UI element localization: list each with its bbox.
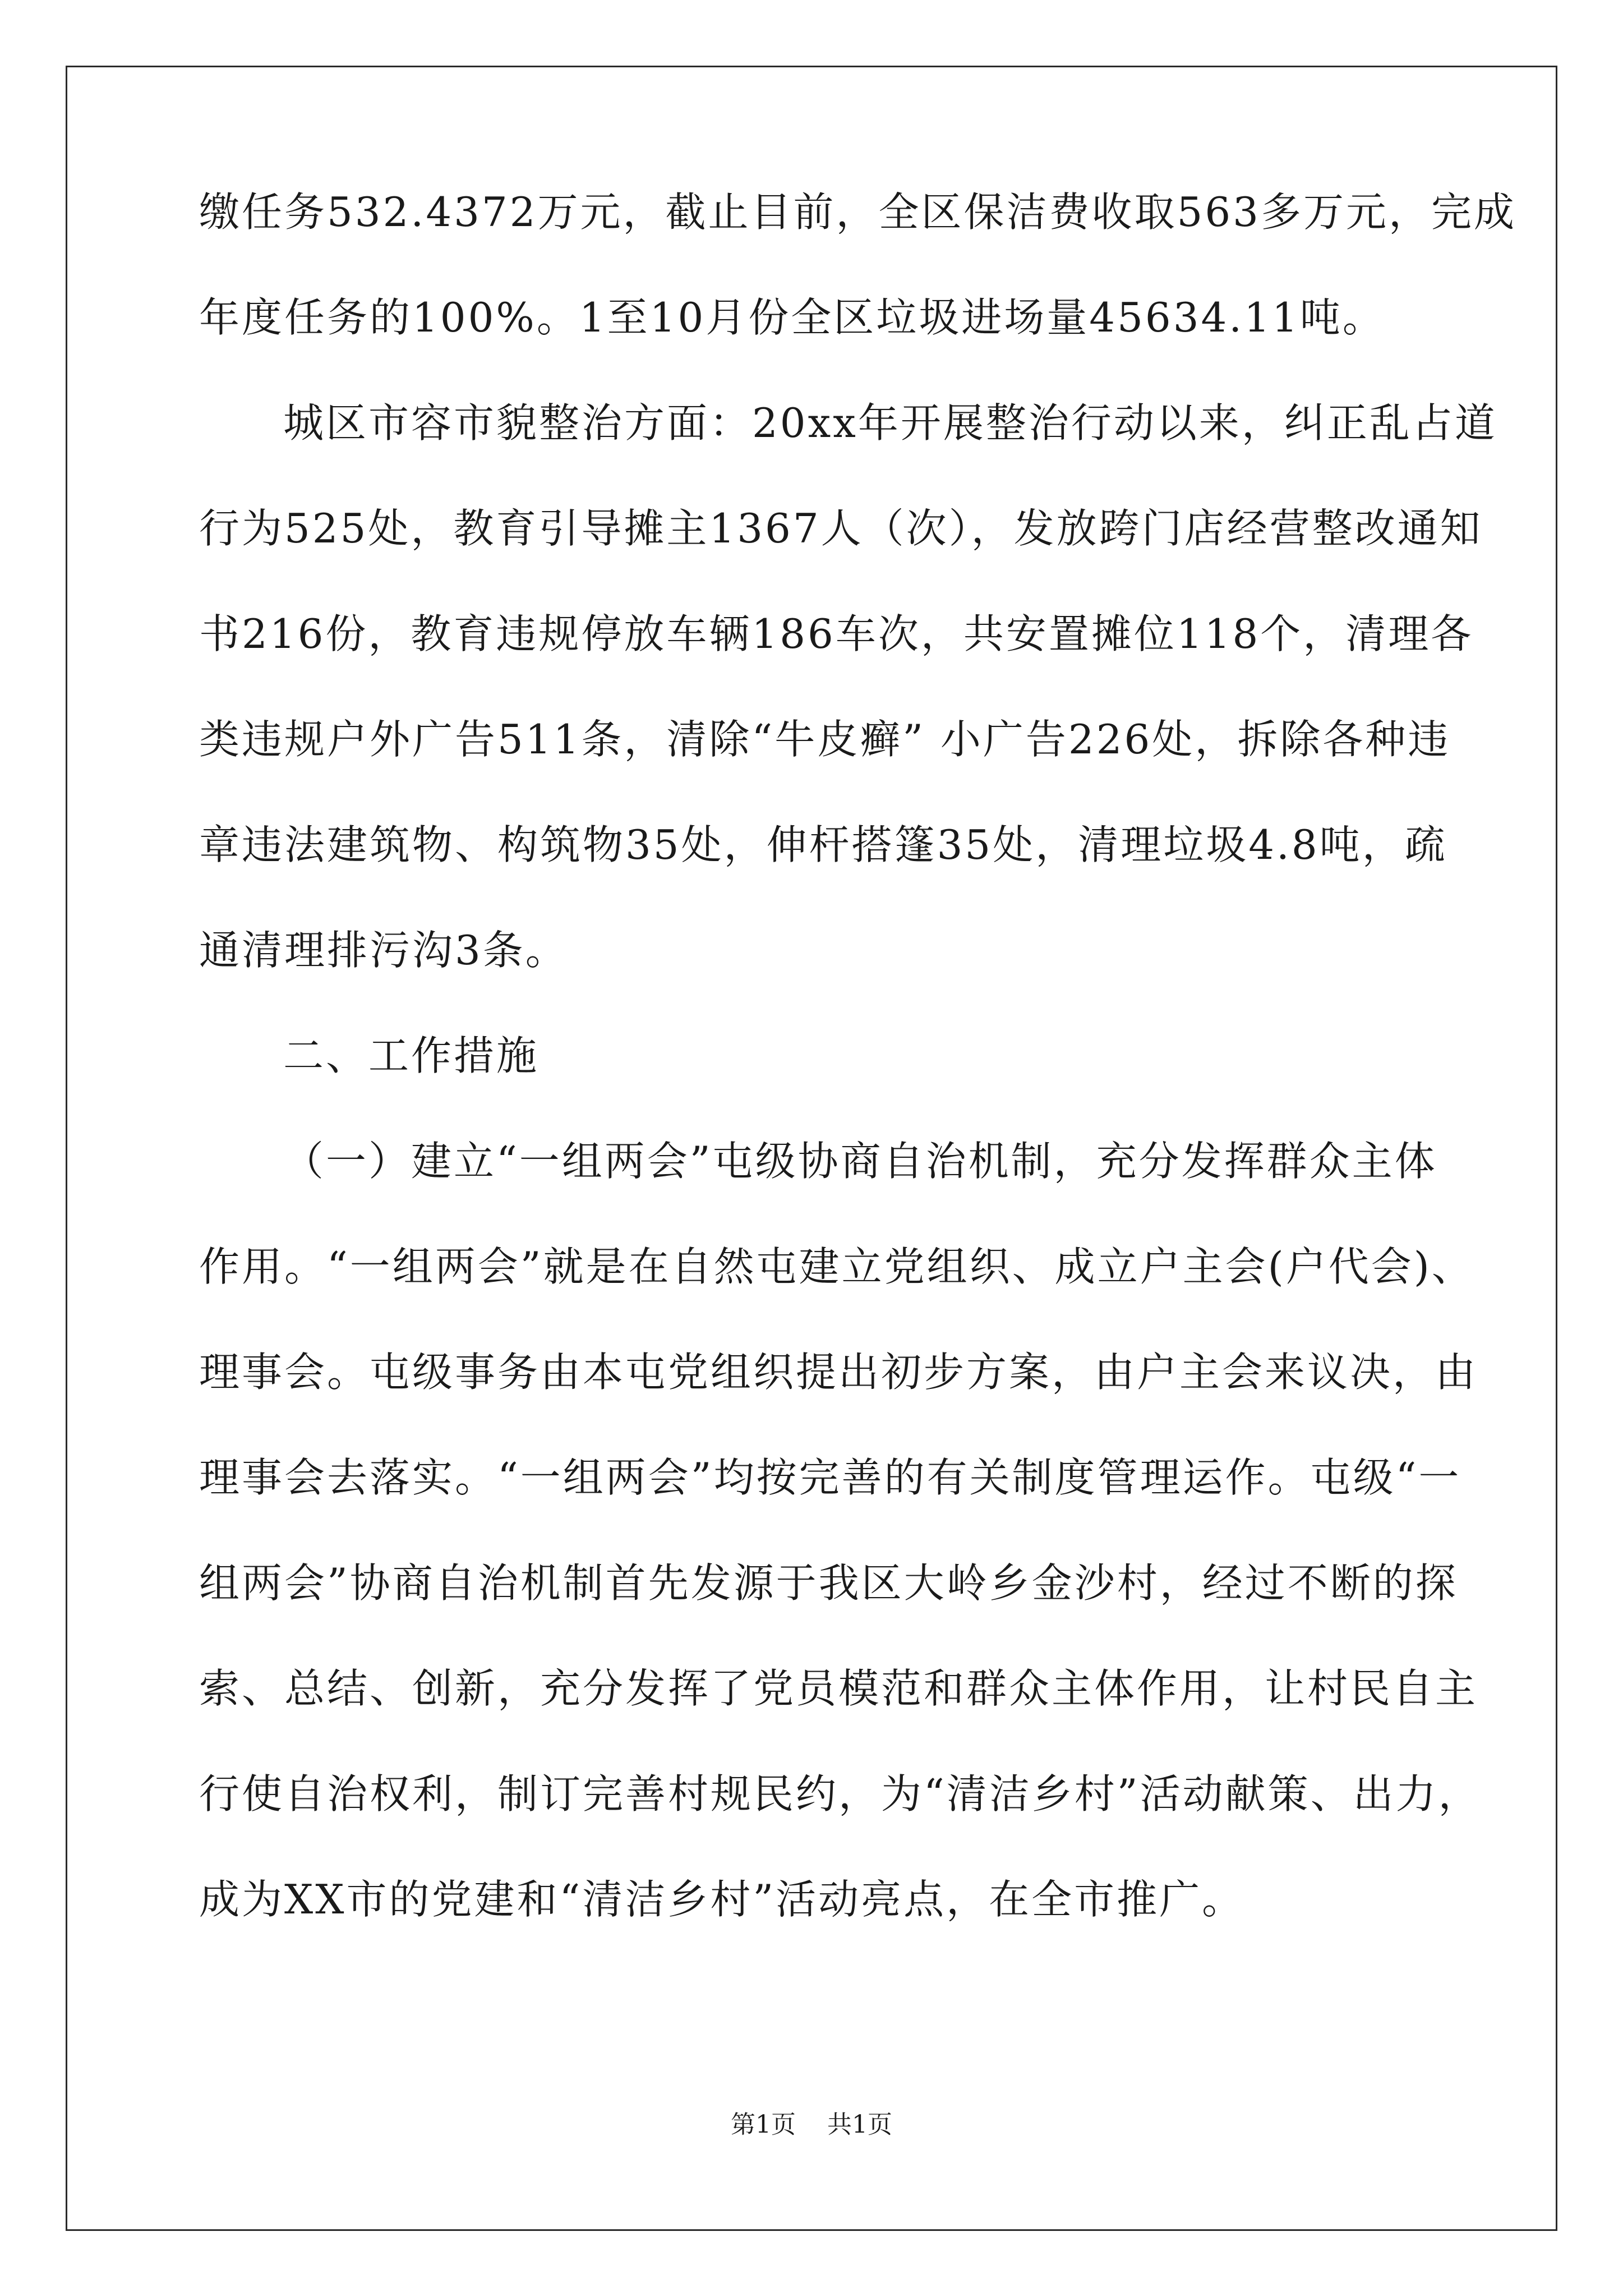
text-line: 行使自治权利，制订完善村规民约，为“清洁乡村”活动献策、出力， (199, 1770, 1481, 1818)
text-line: （一）建立“一组两会”屯级协商自治机制，充分发挥群众主体 (283, 1138, 1437, 1185)
text-line: 章违法建筑物、构筑物35处，伸杆搭篷35处，清理垃圾4.8吨，疏 (199, 821, 1447, 868)
text-line: 年度任务的100%。1至10月份全区垃圾进场量45634.11吨。 (199, 294, 1385, 341)
document-body (199, 185, 1516, 1978)
text-line: 索、总结、创新，充分发挥了党员模范和群众主体作用，让村民自主 (199, 1665, 1478, 1712)
page-number: 第1页 (731, 2110, 796, 2139)
text-line: 理事会。屯级事务由本屯党组织提出初步方案，由户主会来议决，由 (199, 1349, 1478, 1396)
text-line: 组两会”协商自治机制首先发源于我区大岭乡金沙村，经过不断的探 (199, 1559, 1458, 1607)
text-line: 通清理排污沟3条。 (199, 927, 568, 974)
page-footer (0, 2108, 1623, 2142)
text-line: 理事会去落实。“一组两会”均按完善的有关制度管理运作。屯级“一 (199, 1454, 1461, 1501)
section-heading: 二、工作措施 (283, 1032, 540, 1079)
text-line: 书216份，教育违规停放车辆186车次，共安置摊位118个，清理各 (199, 610, 1474, 657)
text-line: 城区市容市貌整治方面：20xx年开展整治行动以来，纠正乱占道 (283, 399, 1497, 447)
text-line: 行为525处，教育引导摊主1367人（次），发放跨门店经营整改通知 (199, 505, 1483, 552)
page-total: 共1页 (827, 2110, 892, 2139)
text-line: 成为XX市的党建和“清洁乡村”活动亮点，在全市推广。 (199, 1876, 1245, 1923)
text-line: 作用。“一组两会”就是在自然屯建立党组织、成立户主会(户代会)、 (199, 1243, 1474, 1290)
text-line: 类违规户外广告511条，清除“牛皮癣” 小广告226处，拆除各种违 (199, 716, 1451, 763)
text-line: 缴任务532.4372万元，截止目前，全区保洁费收取563多万元，完成 (199, 188, 1516, 236)
